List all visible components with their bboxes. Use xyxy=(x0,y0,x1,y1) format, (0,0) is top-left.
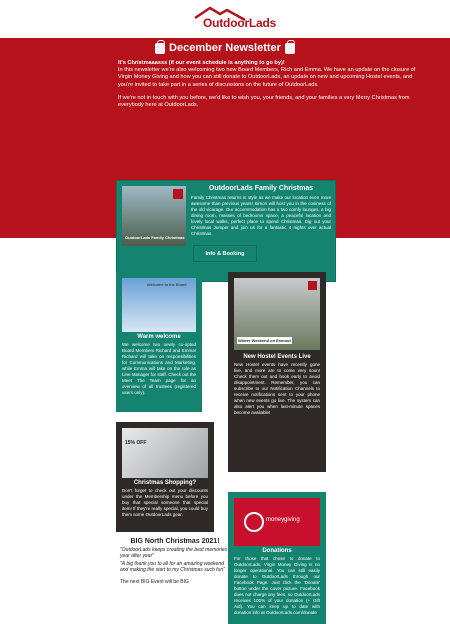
card-title: New Hostel Events Live xyxy=(243,354,311,360)
intro-line: It's Christmaaasss (if our event schedule is anything to go by)! xyxy=(118,60,285,66)
newsletter-title xyxy=(0,38,450,54)
family-christmas-card xyxy=(116,180,336,282)
moneygiving-logo xyxy=(234,498,320,546)
card-title: Christmas Shopping? xyxy=(133,480,197,486)
family-christmas-photo xyxy=(122,186,186,246)
intro-paragraph: If we're not in touch with you before, we'd like to wish you, your friends, and your families a very Merry Christmas from everybody here at OutdoorLads. xyxy=(118,94,410,109)
photo-caption: Winter Weekend on Exmoor xyxy=(238,338,292,343)
shopping-photo xyxy=(122,428,208,478)
big-north-section xyxy=(120,538,230,585)
warm-welcome-card xyxy=(116,272,202,412)
card-title: Warm welcome xyxy=(137,334,181,340)
info-booking-button[interactable]: Info & Booking xyxy=(193,245,257,262)
section-text: The next BIG Event will be BIG xyxy=(120,579,189,585)
newsletter-title-text: December Newsletter xyxy=(169,42,281,54)
logo-text: OutdoorLads xyxy=(203,16,277,30)
logo-text: moneygiving xyxy=(266,517,300,523)
card-text: Don't forget to check out your discounts under the Membership menu before you buy that special someone that special item! If they're really special, you could buy them some OutdoorLads gear. xyxy=(122,488,208,517)
photo-caption: OutdoorLads Family Christmas xyxy=(125,235,185,240)
quote: "OutdoorLads keeps creating the best memories year after year" xyxy=(120,547,228,559)
card-title: Donations xyxy=(262,548,292,554)
card-text: New Hostel events have recently gone live, and more are to come very soon! Check them out and book early to avoid disappointment. Remember, you can subscribe to our Notification Channels to receive notifications sent to your phone when new events go live. The system can also alert you when last-minute spaces become available! xyxy=(234,362,320,415)
gift-bag-icon xyxy=(155,43,165,54)
photo-caption: Welcome to the Board xyxy=(147,282,187,287)
intro-text xyxy=(0,60,450,109)
card-text: Family Christmas returns in style as we make our location even more awesome than previous years! Simon will host you in the cosiness of the old vicarage. Our accommodation has a two comfy lounges, a big dining room, masses of bedrooms space, a peaceful location and lovely local walks, perfect place to spend Christmas. Dig out your Christmas Jumper and join us for a fantastic 4 nights over actual Christmas. xyxy=(191,195,331,236)
card-text: We welcome two newly co-opted Board Members Richard and Emma! Richard will take on responsibilities for Communications and Marketing, while Emma will take on the role as Line Manager for staff. Check out the Meet The Team page for an overview of all trustees (registered users only). xyxy=(122,342,196,395)
gift-bag-icon xyxy=(285,43,295,54)
intro-paragraph: In this newsletter we're also welcoming two new Board Members, Rich and Emma. We have an update on the closure of Virgin Money Giving and how you can still donate to OutdoorLads, an update on new and upcoming Hostel events, and you're invited to take part in a series of discussions on the future of OutdoorLads. xyxy=(118,67,416,88)
header xyxy=(0,0,450,38)
photo-label: 15% OFF xyxy=(125,440,147,446)
outdoorlads-logo[interactable] xyxy=(165,4,285,34)
virgin-circle-icon xyxy=(244,512,264,532)
welcome-photo xyxy=(122,278,196,332)
logo-badge-icon xyxy=(173,189,183,199)
section-title: BIG North Christmas 2021! xyxy=(130,538,220,545)
hostel-events-card xyxy=(228,272,326,472)
card-text: For those that chose to donate to OutdoorLads, Virgin Money Giving is no longer operational. You can still easily donate to OutdoorLads through our Facebook Page. Just click the 'Donate' button under the cover picture. Facebook does not charge any fees, so OutdoorLads receives 100% of your donation (+ Gift Aid). You can keep up to date with donation info at OutdoorLads.com/donate xyxy=(234,556,320,615)
card-title: OutdoorLads Family Christmas xyxy=(208,185,314,192)
quote: "A big thank you to all for an amazing weekend and making the start to my Christmas such fun" xyxy=(120,561,225,573)
donations-card xyxy=(228,492,326,624)
hostel-photo xyxy=(234,278,320,350)
christmas-shopping-card xyxy=(116,422,214,532)
logo-badge-icon xyxy=(308,281,317,290)
